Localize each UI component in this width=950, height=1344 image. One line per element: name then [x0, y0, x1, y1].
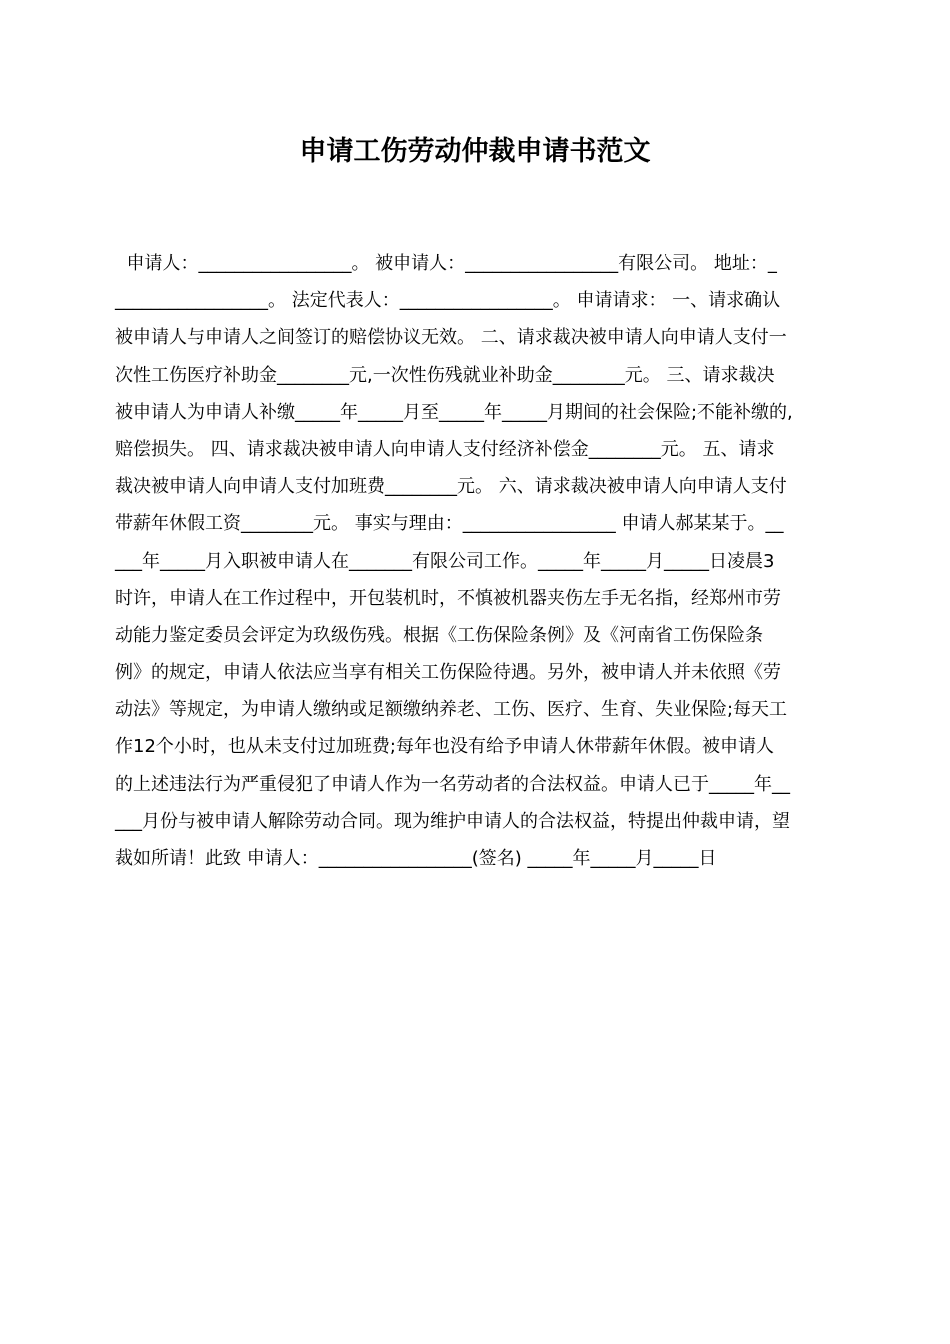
body-line-5: 被申请人为申请人补缴_____年_____月至_____年_____月期间的社会保险;不能补缴的, [115, 401, 793, 423]
body-line-8: 带薪年休假工资________元。 事实与理由：_________________ 申请人郝某某于。__ [115, 513, 784, 535]
body-line-2: _________________。 法定代表人：_________________。 申请请求： 一、请求确认 [115, 290, 781, 312]
document-body [115, 250, 840, 882]
body-line-12: 例》的规定，申请人依法应当享有相关工伤保险待遇。另外，被申请人并未依照《劳 [115, 662, 781, 684]
document-title: 申请工伤劳动仲裁申请书范文 [299, 136, 651, 167]
body-line-11: 动能力鉴定委员会评定为玖级伤残。根据《工伤保险条例》及《河南省工伤保险条 [115, 624, 763, 646]
body-line-6: 赔偿损失。 四、请求裁决被申请人向申请人支付经济补偿金________元。 五、请求 [115, 438, 775, 460]
body-line-9: ___年_____月入职被申请人在_______有限公司工作。_____年_____月_____日凌晨3 [115, 550, 775, 572]
body-line-7: 裁决被申请人向申请人支付加班费________元。 六、请求裁决被申请人向申请人支付 [115, 476, 787, 498]
body-line-1: 申请人：_________________。 被申请人：_________________有限公司。 地址：_ [115, 253, 777, 274]
body-line-3: 被申请人与申请人之间签订的赔偿协议无效。 二、请求裁决被申请人向申请人支付一 [115, 327, 787, 349]
body-line-14: 作12个小时，也从未支付过加班费;每年也没有给予申请人休带薪年休假。被申请人 [115, 736, 774, 758]
body-line-15: 的上述违法行为严重侵犯了申请人作为一名劳动者的合法权益。申请人已于_____年__ [115, 773, 790, 795]
body-line-10: 时许，申请人在工作过程中，开包装机时，不慎被机器夹伤左手无名指，经郑州市劳 [115, 587, 781, 609]
body-line-4: 次性工伤医疗补助金________元,一次性伤残就业补助金________元。 三、请求裁决 [115, 364, 775, 386]
body-line-17: 裁如所请！此致 申请人：_________________(签名) _____年_____月_____日 [115, 848, 717, 869]
body-line-13: 动法》等规定，为申请人缴纳或足额缴纳养老、工伤、医疗、生育、失业保险;每天工 [115, 699, 788, 721]
body-line-16: ___月份与被申请人解除劳动合同。现为维护申请人的合法权益，特提出仲裁申请，望 [115, 810, 790, 832]
